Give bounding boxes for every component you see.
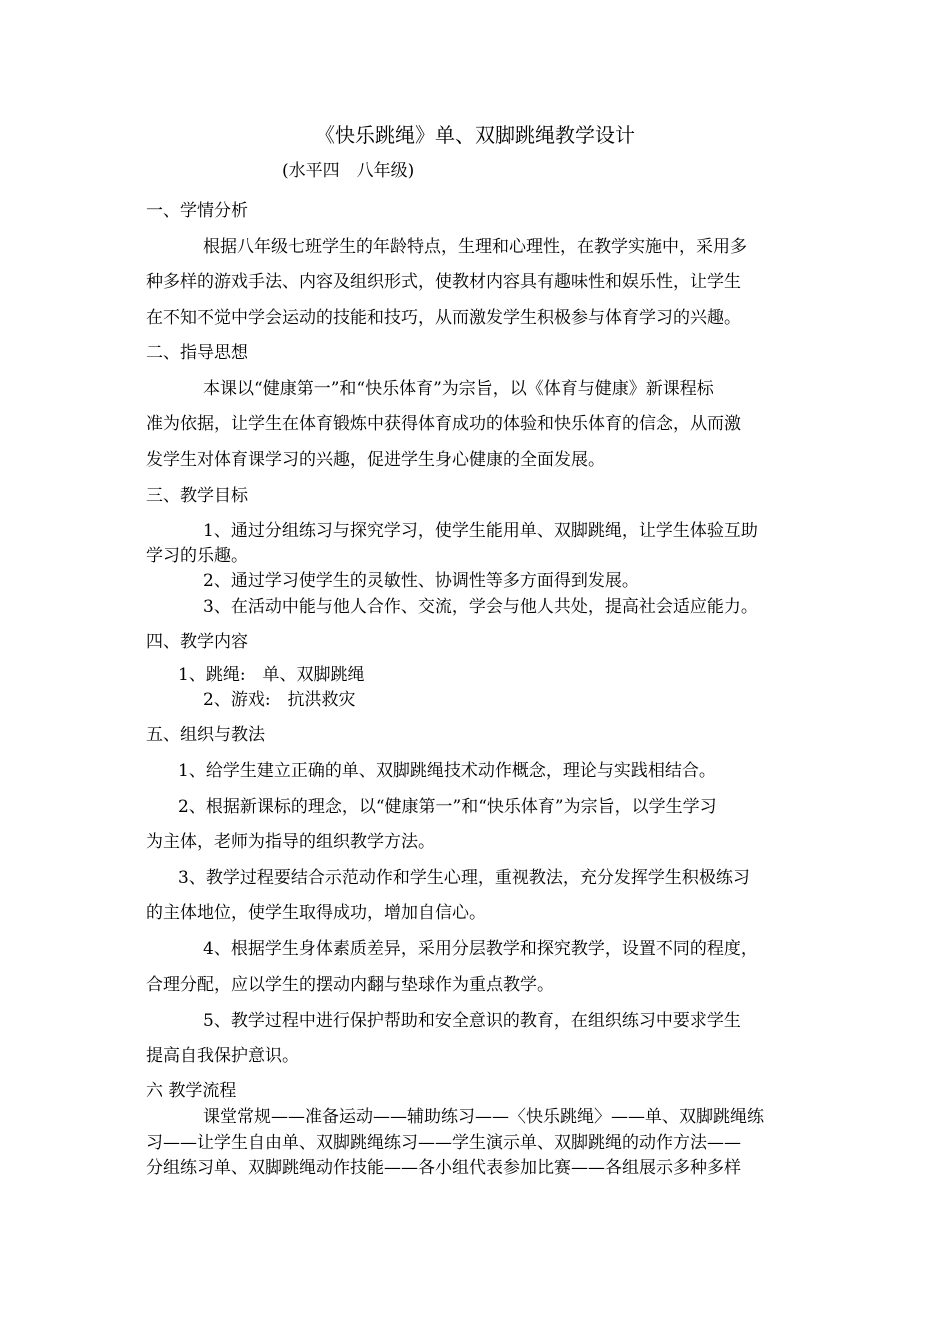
section-heading-1: 一、学情分析 (146, 201, 248, 221)
method-item: 4、根据学生身体素质差异，采用分层教学和探究教学，设置不同的程度， (203, 939, 758, 959)
method-item-continued: 提高自我保护意识。 (146, 1046, 299, 1066)
method-item: 5、教学过程中进行保护帮助和安全意识的教育，在组织练习中要求学生 (203, 1011, 741, 1031)
document-title: 《快乐跳绳》单、双脚跳绳教学设计 (315, 123, 635, 147)
content-item: 1、跳绳: 单、双脚跳绳 (178, 665, 365, 685)
goal-item: 2、通过学习使学生的灵敏性、协调性等多方面得到发展。 (203, 571, 639, 591)
goal-item: 3、在活动中能与他人合作、交流，学会与他人共处，提高社会适应能力。 (203, 597, 758, 617)
paragraph-line: 根据八年级七班学生的年龄特点，生理和心理性，在教学实施中，采用多 (203, 237, 747, 257)
document-subtitle: (水平四 八年级) (282, 161, 415, 181)
paragraph-line: 准为依据，让学生在体育锻炼中获得体育成功的体验和快乐体育的信念，从而激 (146, 414, 741, 434)
section-heading-5: 五、组织与教法 (146, 725, 265, 745)
section-heading-2: 二、指导思想 (146, 343, 248, 363)
method-item-continued: 的主体地位，使学生取得成功，增加自信心。 (146, 903, 486, 923)
goal-item-continued: 学习的乐趣。 (146, 546, 248, 566)
section-heading-4: 四、教学内容 (146, 632, 248, 652)
method-item-continued: 为主体，老师为指导的组织教学方法。 (146, 832, 435, 852)
method-item: 2、根据新课标的理念，以“健康第一”和“快乐体育”为宗旨，以学生学习 (178, 797, 717, 817)
method-item-continued: 合理分配，应以学生的摆动内翻与垫球作为重点教学。 (146, 975, 554, 995)
method-item: 3、教学过程要结合示范动作和学生心理，重视教法，充分发挥学生积极练习 (178, 868, 750, 888)
paragraph-line: 在不知不觉中学会运动的技能和技巧，从而激发学生积极参与体育学习的兴趣。 (146, 308, 741, 328)
method-item: 1、给学生建立正确的单、双脚跳绳技术动作概念，理论与实践相结合。 (178, 761, 716, 781)
goal-item: 1、通过分组练习与探究学习，使学生能用单、双脚跳绳，让学生体验互助 (203, 521, 758, 541)
paragraph-line: 发学生对体育课学习的兴趣，促进学生身心健康的全面发展。 (146, 450, 605, 470)
content-item: 2、游戏: 抗洪救灾 (203, 690, 356, 710)
section-heading-6: 六 教学流程 (146, 1081, 237, 1101)
flow-line: 课堂常规——准备运动——辅助练习——〈快乐跳绳〉——单、双脚跳绳练 (203, 1107, 764, 1127)
flow-line: 习——让学生自由单、双脚跳绳练习——学生演示单、双脚跳绳的动作方法—— (146, 1133, 741, 1153)
flow-line: 分组练习单、双脚跳绳动作技能——各小组代表参加比赛——各组展示多种多样 (146, 1158, 741, 1178)
paragraph-line: 本课以“健康第一”和“快乐体育”为宗旨，以《体育与健康》新课程标 (203, 379, 714, 399)
section-heading-3: 三、教学目标 (146, 486, 248, 506)
paragraph-line: 种多样的游戏手法、内容及组织形式，使教材内容具有趣味性和娱乐性，让学生 (146, 272, 741, 292)
